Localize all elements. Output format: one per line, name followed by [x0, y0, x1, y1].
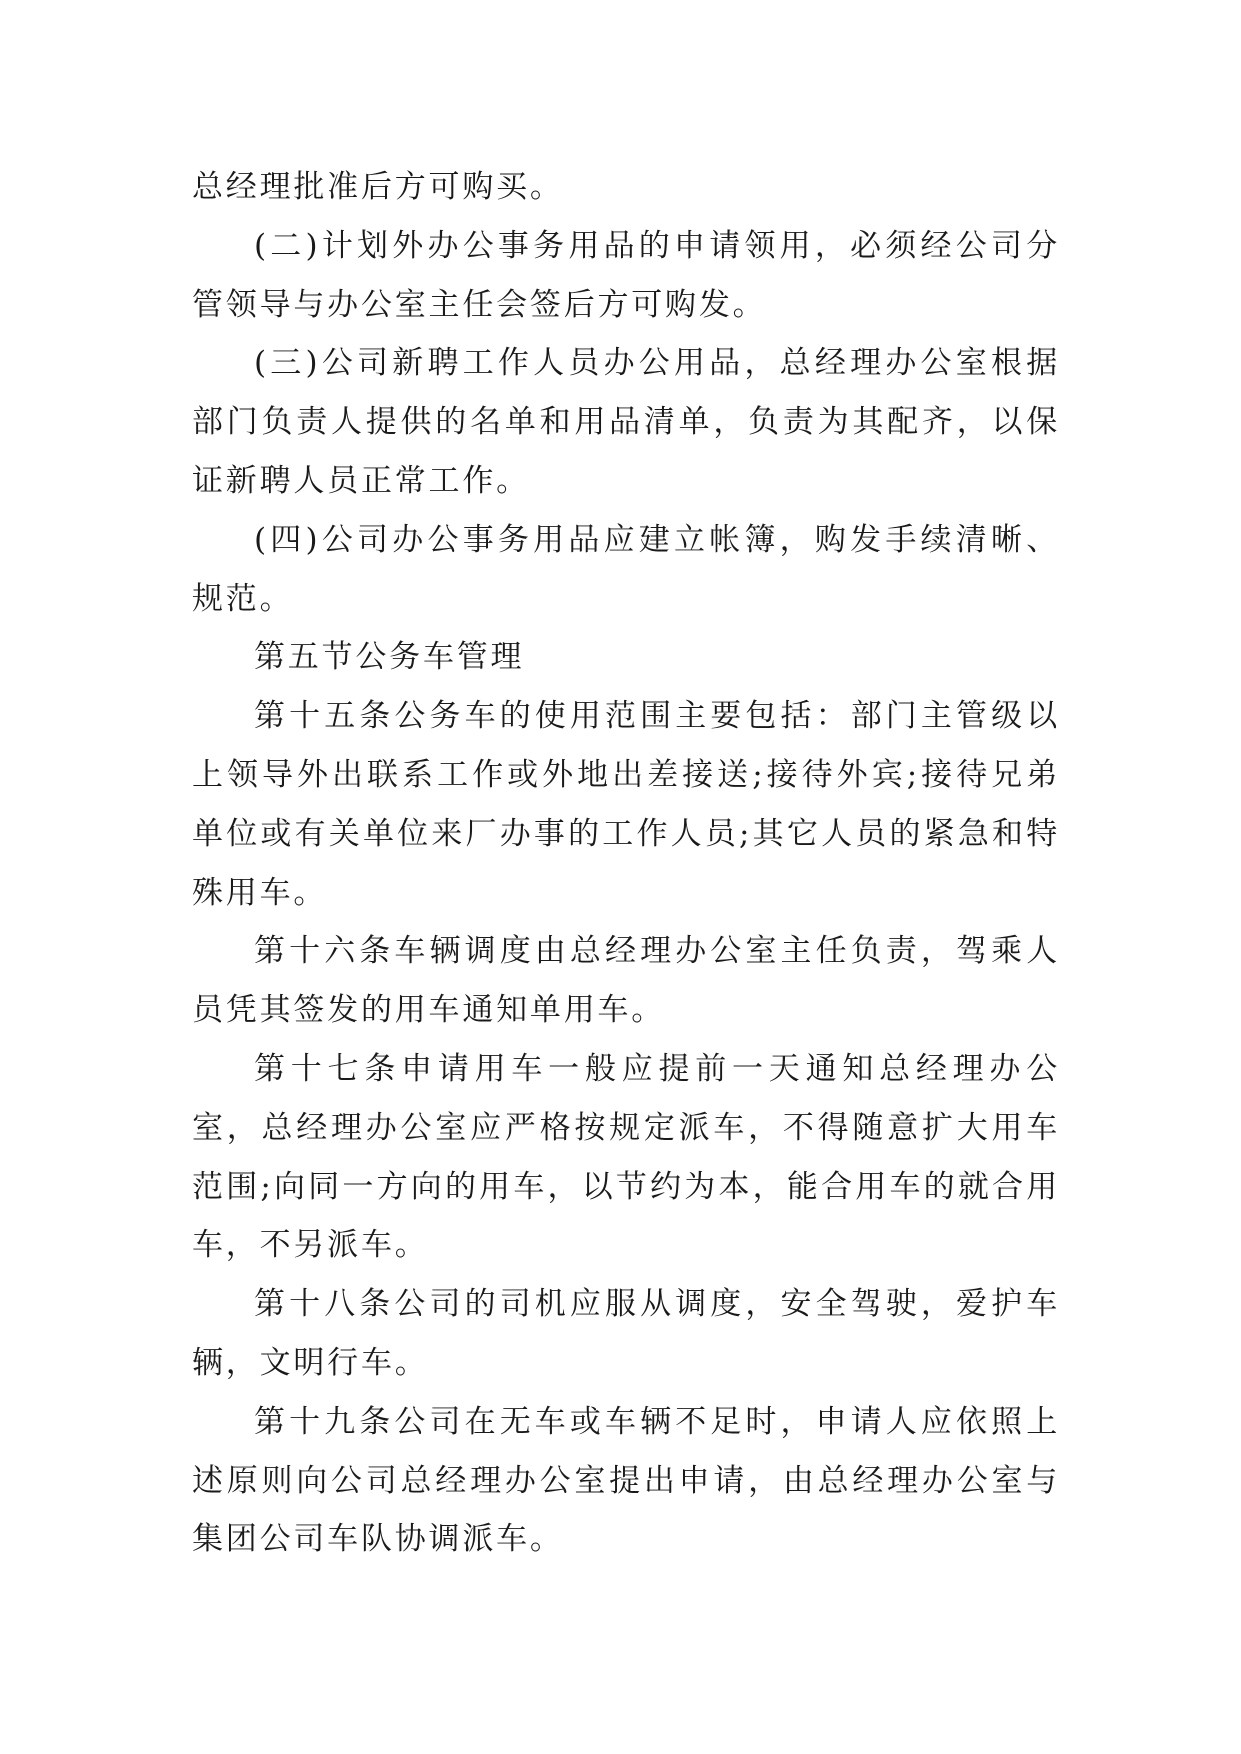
article-19: 第十九条公司在无车或车辆不足时，申请人应依照上述原则向公司总经理办公室提出申请，由总经理办公室与集团公司车队协调派车。: [192, 1403, 1060, 1558]
article-18: 第十八条公司的司机应服从调度，安全驾驶，爱护车辆，文明行车。: [192, 1286, 1060, 1381]
paragraph-item-2: (二)计划外办公事务用品的申请领用，必须经公司分管领导与办公室主任会签后方可购发。: [192, 227, 1060, 323]
section-heading: 第五节公务车管理: [254, 639, 525, 676]
paragraph-item-3: (三)公司新聘工作人员办公用品，总经理办公室根据部门负责人提供的名单和用品清单，负责为其配齐，以保证新聘人员正常工作。: [192, 345, 1060, 499]
paragraph-item-4: (四)公司办公事务用品应建立帐簿，购发手续清晰、规范。: [192, 521, 1060, 617]
article-16: 第十六条车辆调度由总经理办公室主任负责，驾乘人员凭其签发的用车通知单用车。: [192, 933, 1060, 1029]
article-15: 第十五条公务车的使用范围主要包括：部门主管级以上领导外出联系工作或外地出差接送;接待外宾;接待兄弟单位或有关单位来厂办事的工作人员;其它人员的紧急和特殊用车。: [192, 698, 1060, 911]
paragraph-continuation: 总经理批准后方可购买。: [192, 169, 564, 205]
document-body: [192, 158, 1060, 1569]
article-17: 第十七条申请用车一般应提前一天通知总经理办公室，总经理办公室应严格按规定派车，不得随意扩大用车范围;向同一方向的用车，以节约为本，能合用车的就合用车，不另派车。: [192, 1050, 1060, 1264]
